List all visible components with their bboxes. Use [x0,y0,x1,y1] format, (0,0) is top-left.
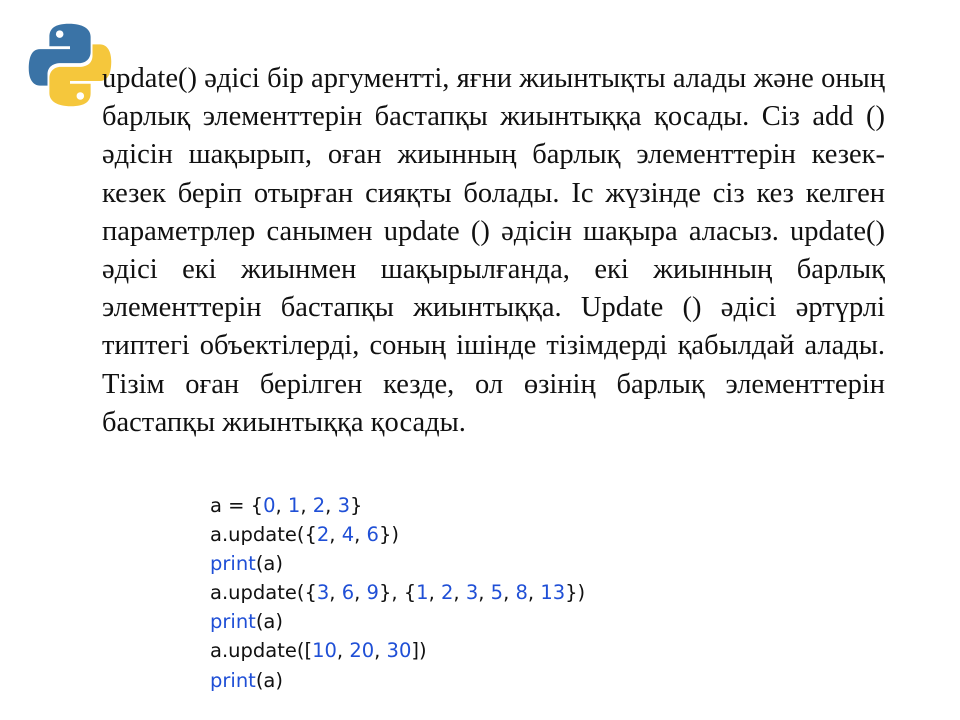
code-number: 3 [337,494,350,517]
code-text: }) [565,581,586,605]
code-text: , [428,581,441,605]
body-paragraph: update() әдісі бір аргументті, яғни жиынтықты алады және оның барлық элементтерін бастапқы жиынтыққа қосады. Сіз add () әдісін шақырып, оған жиынның барлық элементтерін кезек-кезек беріп отырған сияқты болады. Іс жүзінде сіз кез келген параметрлер санымен update () әдісін шақыра аласыз. update() әдісі екі жиынмен шақырылғанда, екі жиынның барлық элементтерін бастапқы жиынтыққа. Update () әдісі әртүрлі типтегі объектілерді, соның ішінде тізімдерді қабылдай алады. Тізім оған берілген кезде, ол өзінің барлық элементтерін бастапқы жиынтыққа қосады. [102,63,885,438]
code-line [210,666,585,695]
code-text: , [275,494,288,517]
code-text: , [478,581,491,605]
code-line [210,636,585,665]
code-text: (a) [255,610,283,634]
code-text: (a) [255,668,283,692]
code-text: , [354,581,367,605]
code-text: , [453,581,466,605]
code-builtin: print [210,668,256,692]
code-number: 0 [263,494,276,517]
python-logo-blue-eye [56,30,64,38]
code-number: 1 [287,494,301,517]
code-text: }) [378,523,399,547]
code-text: , [374,639,387,663]
code-number: 30 [386,639,412,663]
code-text: , [336,639,350,663]
python-logo-yellow-eye [77,92,85,100]
code-number: 8 [515,581,528,605]
code-text: a.update([ [210,639,313,663]
code-line [210,607,585,636]
code-number: 10 [312,639,337,663]
code-text: a.update({ [210,523,317,547]
code-builtin: print [210,552,256,576]
code-text: , [329,581,342,605]
code-number: 6 [341,581,355,605]
code-text: , [503,581,516,605]
code-block [210,491,585,695]
code-number: 13 [540,581,566,605]
code-text: , [527,581,541,605]
code-text: ]) [411,639,427,663]
code-text: a.update({ [210,581,317,605]
code-line [210,491,585,520]
code-number: 20 [349,639,375,663]
code-number: 2 [312,494,326,517]
code-text: , [329,523,342,547]
code-number: 2 [316,523,330,547]
code-text: (a) [255,552,283,576]
code-number: 3 [316,581,330,605]
code-line [210,549,585,578]
code-text: , [354,523,367,547]
code-builtin: print [210,610,256,634]
code-line [210,578,585,607]
code-text: a = { [210,494,264,517]
code-text: } [350,494,363,517]
code-text: , [300,494,313,517]
code-number: 1 [416,581,429,605]
code-text: , [325,494,338,517]
code-text: }, { [378,581,417,605]
code-number: 9 [366,581,379,605]
code-number: 6 [366,523,379,547]
code-number: 2 [441,581,454,605]
code-number: 3 [465,581,479,605]
code-line [210,520,585,549]
code-number: 4 [341,523,355,547]
code-number: 5 [490,581,504,605]
